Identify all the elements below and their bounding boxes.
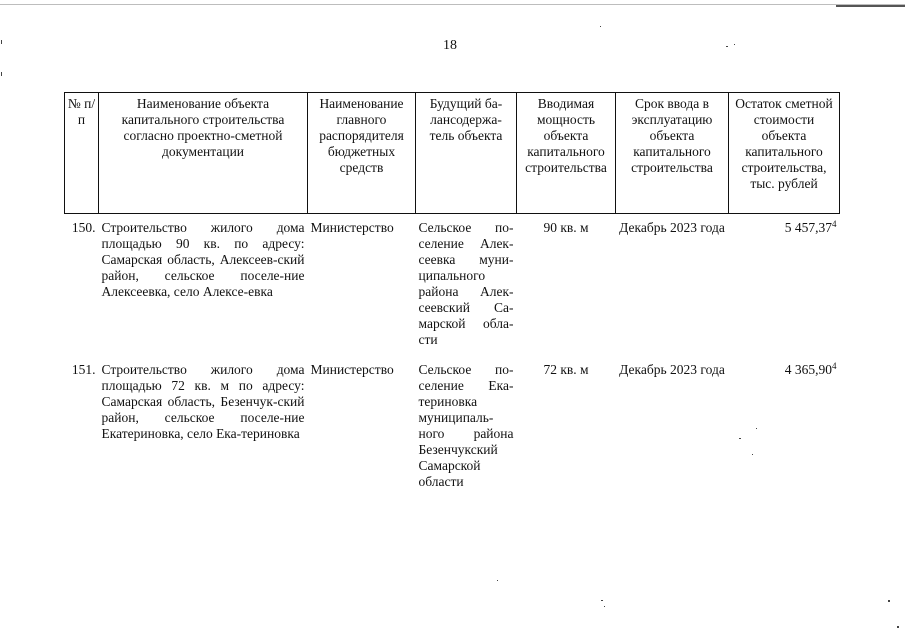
scan-speck	[601, 600, 603, 601]
scan-top-edge-mark	[836, 5, 905, 7]
page-number: 18	[443, 38, 457, 53]
scan-speck	[897, 626, 899, 628]
object-name: Строительство жилого дома площадью 72 кв. м по адресу: Самарская область, Безенчук-ский район, сельское поселе-ние Екатериновка, село Ека-териновка	[101, 362, 305, 441]
object-name: Строительство жилого дома площадью 90 кв. по адресу: Самарская область, Алексеев-ский район, сельское поселе-ние Алексеевка, село Алексе-евка	[101, 220, 305, 299]
scan-speck	[1, 40, 2, 44]
remaining-cost-value: 5 457,37	[784, 220, 832, 235]
header-balance-holder: Будущий ба-лансодержа-тель объекта	[416, 93, 517, 214]
capital-construction-table	[64, 92, 840, 498]
header-capacity: Вводимая мощность объекта капитального строительства	[517, 93, 616, 214]
scan-speck	[600, 26, 601, 27]
row-number: 151.	[71, 362, 96, 377]
table-row	[65, 214, 840, 357]
balance-holder: Сельское по-селение Ека-териновка муниципаль-ного района Безенчукский Самарской области	[418, 362, 514, 489]
scan-speck	[497, 580, 498, 581]
capacity: 90 кв. м	[543, 220, 589, 235]
header-remaining-cost: Остаток сметной стоимости объекта капитального строительства, тыс. рублей	[729, 93, 840, 214]
table-header-row	[65, 93, 840, 214]
header-budget-manager: Наименование главного распорядителя бюджетных средств	[308, 93, 416, 214]
table-row	[65, 356, 840, 498]
capacity: 72 кв. м	[543, 362, 589, 377]
commission-term: Декабрь 2023 года	[619, 220, 725, 235]
budget-manager: Министерство	[310, 220, 394, 235]
scan-speck	[739, 438, 741, 439]
remaining-cost	[729, 356, 840, 498]
budget-manager: Министерство	[310, 362, 394, 377]
header-number: № п/п	[65, 93, 99, 214]
row-number: 150.	[71, 220, 96, 235]
header-commission-term: Срок ввода в эксплуатацию объекта капитального строительства	[616, 93, 729, 214]
remaining-cost-value: 4 365,90	[784, 362, 832, 377]
scan-speck	[752, 454, 753, 455]
scan-speck	[756, 428, 757, 429]
commission-term: Декабрь 2023 года	[619, 362, 725, 377]
header-object-name: Наименование объекта капитального строительства согласно проектно-сметной документации	[99, 93, 308, 214]
scan-top-edge	[0, 4, 905, 5]
remaining-cost	[729, 214, 840, 357]
scan-speck	[734, 44, 735, 45]
footnote-marker: 4	[832, 219, 837, 229]
balance-holder: Сельское по-селение Алек-сеевка муни-ципального района Алек-сеевский Са-марской обла-сти	[418, 220, 514, 347]
scan-speck	[1, 72, 2, 76]
scan-speck	[604, 606, 605, 607]
scan-speck	[888, 600, 890, 602]
scan-speck	[726, 46, 728, 47]
footnote-marker: 4	[832, 361, 837, 371]
